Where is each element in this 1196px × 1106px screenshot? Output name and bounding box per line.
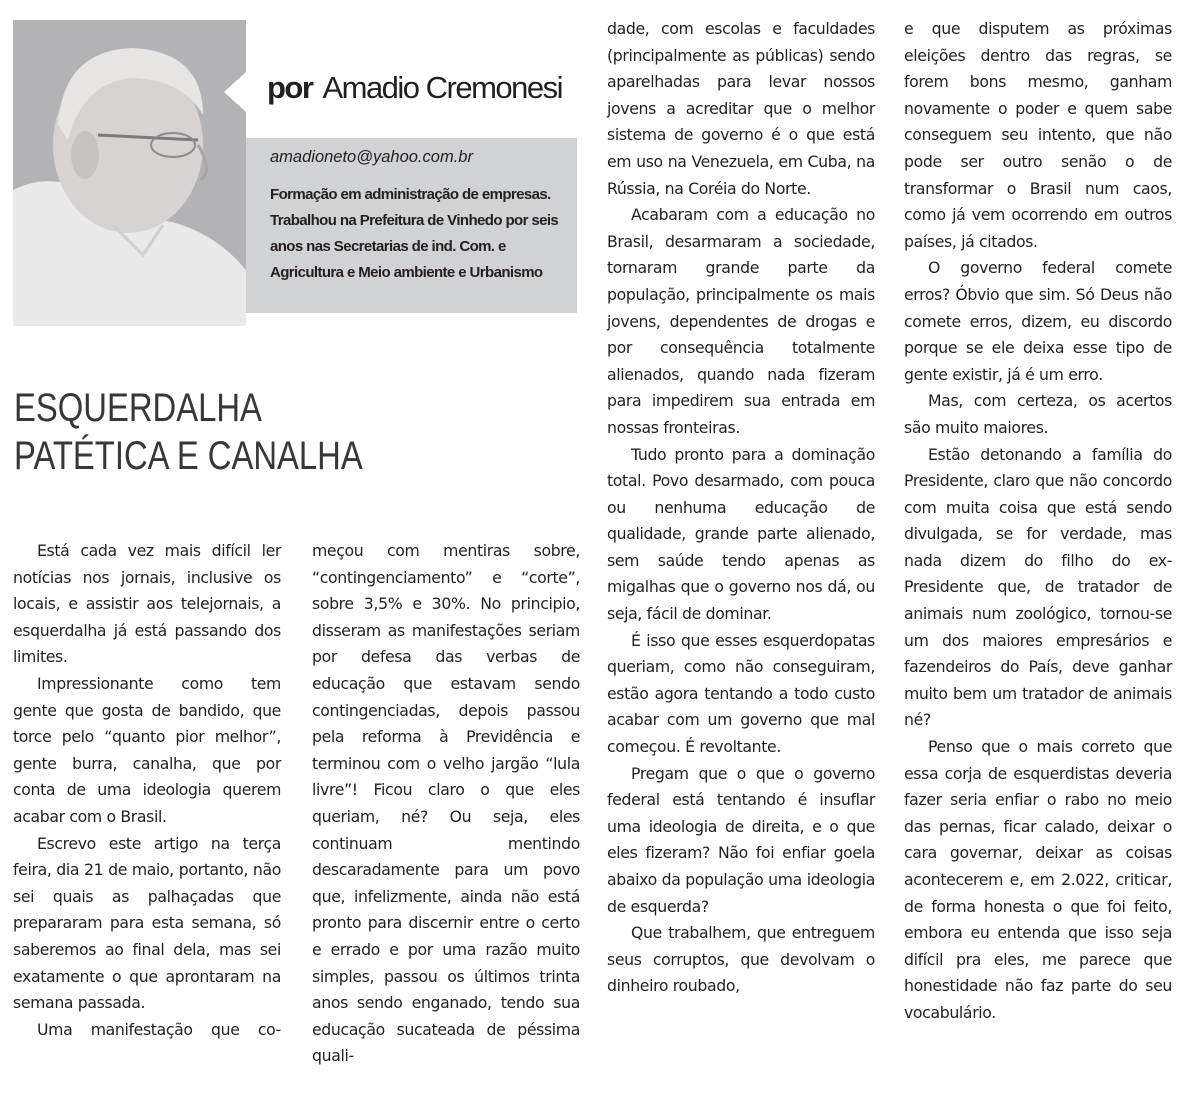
paragraph: e que disputem as próximas eleições dentro das regras, se forem bons mesmo, ganham novamente o poder e quem sabe conseguem seu intento, que não pode ser outro senão o de transformar o Brasil num caos, como já vem ocorrendo em outros países, já citados. — [904, 19, 1172, 251]
author-bio: Formação em administração de empresas. Trabalhou na Prefeitura de Vinhedo por seis anos nas Secretarias de ind. Com. e Agricultura e Meio ambiente e Urbanismo — [270, 186, 559, 281]
article-column-1 — [13, 538, 281, 1043]
paragraph: Pregam que o que o governo federal está tentando é insuflar uma ideologia de direita, e o que eles fizeram? Não foi enfiar goela abaixo da população uma ideologia de esquerda? — [607, 763, 875, 916]
paragraph: É isso que esses esquerdopatas queriam, como não conseguiram, estão agora tentando a todo custo acabar com um governo que mal começou. É revoltante. — [607, 630, 875, 757]
paragraph: Que trabalhem, que entreguem seus corruptos, que devolvam o dinheiro roubado, — [607, 923, 875, 996]
paragraph: O governo federal comete erros? Óbvio que sim. Só Deus não comete erros, dizem, eu discordo porque se ele deixa esse tipo de gente existir, já é um erro. — [904, 258, 1172, 384]
byline-prefix: por — [267, 70, 313, 105]
author-byline — [267, 70, 562, 106]
paragraph: Penso que o mais correto que essa corja de esquerdistas deveria fazer seria enfiar o rabo no meio das pernas, ficar calado, deixar o cara governar, deixar as coisas acontecerem e, em 2.022, criticar, de forma honesta o que foi feito, embora eu entenda que isso seja difícil pra eles, me parece que honestidade não faz parte do seu vocabulário. — [904, 737, 1172, 1022]
photo-notch — [224, 72, 246, 112]
author-email[interactable]: amadioneto@yahoo.com.br — [270, 148, 473, 166]
paragraph: dade, com escolas e faculdades (principalmente as públicas) sendo aparelhadas para levar nossos jovens a acreditar que o melhor sistema de governo é o que está em uso na Venezuela, em Cuba, na Rússia, na Coréia do Norte. — [607, 19, 875, 198]
paragraph: Impressionante como tem gente que gosta de bandido, que torce pelo “quanto pior melhor”, gente burra, canalha, que por conta de uma ideologia querem acabar com o Brasil. — [13, 673, 281, 826]
paragraph: Mas, com certeza, os acertos são muito maiores. — [904, 391, 1172, 437]
author-portrait-icon — [13, 20, 246, 326]
paragraph: Uma manifestação que co- — [37, 1019, 281, 1039]
headline-line-1: ESQUERDALHA — [14, 386, 262, 430]
paragraph: Estão detonando a família do Presidente, claro que não concordo com muita coisa que está sendo divulgada, se for verdade, mas nada dizem do filho do ex-Presidente que, de tratador de animais num zoológico, tornou-se um dos maiores empresários e fazendeiros do País, deve ganhar muito bem um tratador de animais né? — [904, 444, 1172, 730]
paragraph: Tudo pronto para a dominação total. Povo desarmado, com pouca ou nenhuma educação de qualidade, grande parte alienado, sem saúde tendo apenas as migalhas que o governo nos dá, ou seja, fácil de dominar. — [607, 444, 875, 624]
article-column-2 — [312, 538, 580, 1070]
paragraph: Escrevo este artigo na terça feira, dia 21 de maio, portanto, não sei quais as palhaçadas que prepararam para esta semana, só saberemos ao final dela, mas sei exatamente o que aprontaram na semana passada. — [13, 833, 281, 1013]
article-column-3 — [607, 16, 875, 1000]
paragraph: meçou com mentiras sobre, “contingenciamento” e “corte”, sobre 3,5% e 30%. No principio, disseram as manifestações seriam por defesa das verbas de educação que estavam sendo contingenciadas, depois passou pela reforma à Previdência e terminou com o velho jargão “lula livre”! Ficou claro o que eles queriam, né? Ou seja, eles continuam mentindo descaradamente para um povo que, infelizmente, ainda não está pronto para discernir entre o certo e errado e por uma razão muito simples, passou os últimos trinta anos sendo enganado, tendo sua educação sucateada de péssima quali- — [312, 541, 580, 1066]
article-column-4 — [904, 16, 1172, 1027]
paragraph: Está cada vez mais difícil ler notícias nos jornais, inclusive os locais, e assistir aos telejornais, a esquerdalha já está passando dos limites. — [13, 541, 281, 667]
author-bio-box — [246, 138, 577, 313]
author-photo — [13, 20, 246, 326]
author-name: Amadio Cremonesi — [322, 70, 563, 105]
article-headline — [14, 384, 363, 480]
headline-line-2: PATÉTICA E CANALHA — [14, 434, 363, 478]
paragraph: Acabaram com a educação no Brasil, desarmaram a sociedade, tornaram grande parte da população, principalmente os mais jovens, dependentes de drogas e por consequência totalmente alienados, quando nada fizeram para impedirem sua entrada em nossas fronteiras. — [607, 205, 875, 437]
